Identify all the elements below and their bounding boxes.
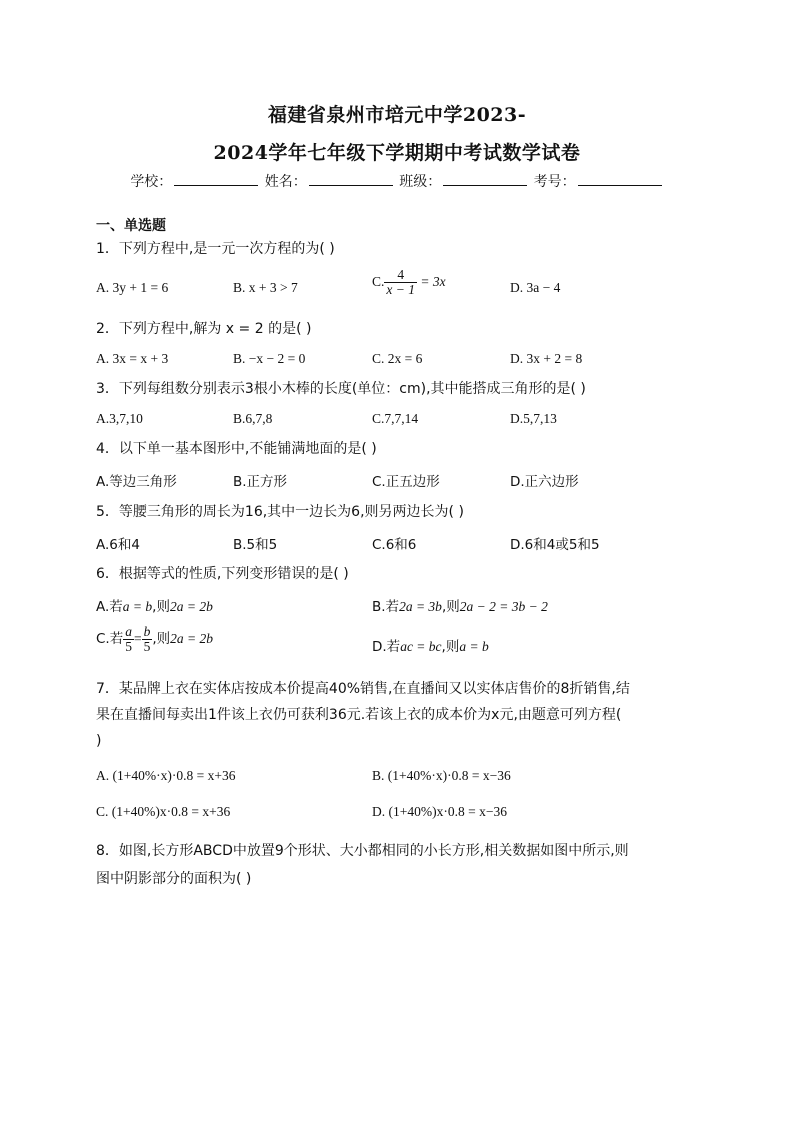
q7-option-a: A. (1+40%·x)·0.8 = x+36	[96, 768, 236, 783]
q6-c-prefix: C.若	[96, 630, 124, 647]
q1-option-c-prefix: C.	[372, 273, 385, 289]
q6-c-den1: 5	[125, 639, 132, 655]
q3-option-b: B.6,7,8	[233, 411, 273, 426]
q6-a-condition: a = b	[122, 599, 153, 614]
number-blank	[578, 173, 662, 186]
q6-c-equals: =	[133, 630, 142, 646]
q1-option-b: B. x + 3 > 7	[233, 280, 298, 295]
q3-option-d: D.5,7,13	[510, 411, 557, 426]
q1-c-denominator: x − 1	[386, 282, 415, 298]
q4-option-b: B.正方形	[233, 474, 288, 490]
question-3-stem: 3．下列每组数分别表示3根小木棒的长度(单位：cm),其中能搭成三角形的是( )	[96, 381, 586, 397]
exam-title-line2: 2024学年七年级下学期期中考试数学试卷	[213, 142, 581, 164]
q6-c-then: ,则	[152, 630, 171, 647]
q6-c-num2: b	[143, 624, 151, 639]
q5-option-c: C.6和6	[372, 537, 417, 553]
student-info-row	[0, 171, 794, 191]
q6-d-then: ,则	[441, 639, 460, 655]
q6-d-condition: ac = bc	[400, 639, 442, 654]
q7-option-d: D. (1+40%)x·0.8 = x−36	[372, 804, 507, 819]
school-label: 学校：	[130, 174, 173, 190]
q4-option-c: C.正五边形	[372, 474, 440, 490]
q6-option-d	[372, 635, 489, 655]
q6-d-prefix: D.若	[372, 639, 401, 655]
q1-option-c-fraction	[384, 268, 417, 297]
class-blank	[443, 173, 527, 186]
q6-a-result: 2a = 2b	[169, 599, 213, 614]
q6-c-result: 2a = 2b	[170, 630, 214, 646]
q1-c-numerator: 4	[384, 268, 417, 283]
name-blank	[309, 173, 393, 186]
question-2-stem: 2．下列方程中,解为 x = 2 的是( )	[96, 321, 312, 337]
school-blank	[174, 173, 258, 186]
q6-option-a	[96, 595, 213, 615]
exam-title-line1: 福建省泉州市培元中学2023-	[267, 104, 527, 126]
q7-option-b: B. (1+40%·x)·0.8 = x−36	[372, 768, 511, 783]
q6-c-fraction-left	[123, 625, 134, 654]
q6-b-result: 2a − 2 = 3b − 2	[459, 599, 548, 614]
q2-option-a: A. 3x = x + 3	[96, 351, 169, 366]
q6-c-den2: 5	[143, 639, 151, 655]
question-6-stem: 6．根据等式的性质,下列变形错误的是( )	[96, 566, 349, 582]
q7-option-c: C. (1+40%)x·0.8 = x+36	[96, 804, 231, 819]
question-7-line2: 果在直播间每卖出1件该上衣仍可获利36元.若该上衣的成本价为x元,由题意可列方程(	[96, 707, 622, 723]
q2-option-b: B. −x − 2 = 0	[233, 351, 306, 366]
q4-option-d: D.正六边形	[510, 474, 579, 490]
q6-b-condition: 2a = 3b	[399, 599, 442, 614]
q2-option-d: D. 3x + 2 = 8	[510, 351, 583, 366]
q6-c-num1: a	[125, 624, 132, 639]
q1-option-c	[372, 268, 446, 297]
q6-option-c	[96, 625, 213, 654]
q6-a-prefix: A.若	[96, 599, 123, 615]
q3-option-c: C.7,7,14	[372, 411, 419, 426]
q1-option-c-rest: = 3x	[420, 273, 446, 289]
q5-option-a: A.6和4	[96, 537, 140, 553]
q3-option-a: A.3,7,10	[96, 411, 143, 426]
question-5-stem: 5．等腰三角形的周长为16,其中一边长为6,则另两边长为( )	[96, 504, 464, 520]
q6-d-result: a = b	[459, 639, 489, 654]
name-label: 姓名：	[264, 174, 307, 190]
question-1-stem: 1．下列方程中,是一元一次方程的为( )	[96, 241, 335, 257]
q5-option-b: B.5和5	[233, 537, 278, 553]
q6-c-fraction-right	[142, 625, 153, 654]
q6-option-b	[372, 595, 548, 615]
q5-option-d: D.6和4或5和5	[510, 537, 600, 553]
section-heading: 一、单选题	[96, 218, 166, 234]
q6-a-then: ,则	[152, 599, 170, 615]
class-label: 班级：	[399, 174, 442, 190]
number-label: 考号：	[533, 174, 576, 190]
q4-option-a: A.等边三角形	[96, 474, 177, 490]
question-4-stem: 4．以下单一基本图形中,不能铺满地面的是( )	[96, 441, 377, 457]
question-8-line1: 8．如图,长方形ABCD中放置9个形状、大小都相同的小长方形,相关数据如图中所示,则	[96, 843, 629, 859]
question-8-line2: 图中阴影部分的面积为( )	[96, 871, 252, 887]
question-7-line3: )	[96, 733, 102, 749]
q6-b-prefix: B.若	[372, 599, 400, 615]
q2-option-c: C. 2x = 6	[372, 351, 423, 366]
question-7-line1: 7．某品牌上衣在实体店按成本价提高40%销售,在直播间又以实体店售价的8折销售,结	[96, 681, 630, 697]
q1-option-a: A. 3y + 1 = 6	[96, 280, 169, 295]
q6-b-then: ,则	[441, 599, 460, 615]
q1-option-d: D. 3a − 4	[510, 280, 561, 295]
